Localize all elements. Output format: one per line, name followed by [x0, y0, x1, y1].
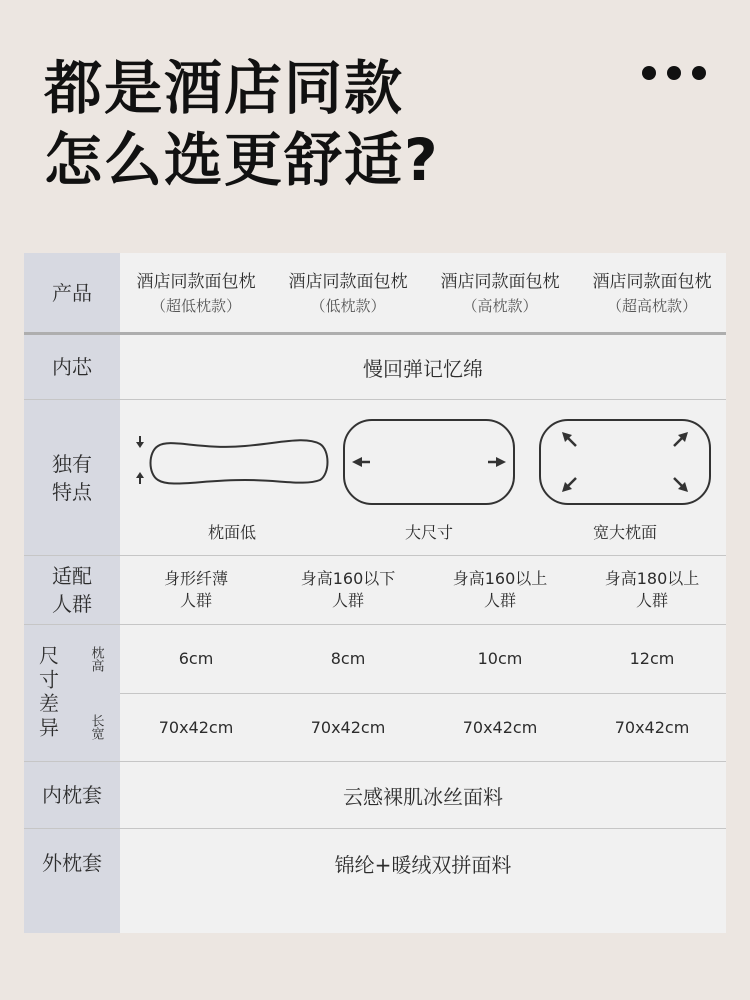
fit-cell [120, 556, 272, 624]
size-label-text: 尺寸差异 [35, 645, 60, 741]
product-row [24, 253, 726, 332]
product-sub: （低枕款） [310, 296, 386, 315]
product-name: 酒店同款面包枕 [440, 271, 560, 292]
fit-text: 身高180以上 [604, 569, 700, 588]
core-row [24, 335, 726, 399]
height-cell: 10cm [477, 649, 523, 668]
feature-row [24, 400, 726, 555]
fit-text: 身高160以上 [452, 569, 548, 588]
feature-label-line: 特点 [52, 479, 92, 504]
fit-cell [576, 556, 728, 624]
feature-caption: 大尺寸 [404, 523, 453, 542]
length-cell: 70x42cm [462, 717, 538, 737]
length-cell: 70x42cm [614, 717, 690, 737]
fit-row [24, 556, 726, 624]
core-label: 内芯 [24, 335, 120, 399]
comparison-table [24, 253, 726, 933]
height-cell: 12cm [629, 649, 675, 668]
product-name: 酒店同款面包枕 [136, 271, 256, 292]
product-name: 酒店同款面包枕 [288, 271, 408, 292]
product-cell [272, 253, 424, 332]
fit-text: 身高160以下 [300, 569, 396, 588]
core-value: 慢回弹记忆绵 [363, 356, 483, 381]
fit-text: 人群 [179, 591, 212, 610]
product-sub: （高枕款） [462, 296, 538, 315]
length-label [72, 693, 120, 761]
fit-label-line: 适配 [52, 564, 92, 588]
fit-label-line: 人群 [52, 592, 92, 616]
outer-cover-label: 外枕套 [24, 829, 120, 933]
large-size-icon [342, 418, 516, 508]
height-label [72, 625, 120, 693]
fit-text: 身形纤薄 [163, 569, 228, 588]
product-cell [424, 253, 576, 332]
page-title [44, 52, 440, 196]
product-name: 酒店同款面包枕 [592, 271, 712, 292]
more-icon[interactable] [642, 66, 706, 80]
fit-label [24, 556, 120, 624]
fit-cell [272, 556, 424, 624]
size-block [24, 625, 726, 761]
product-label: 产品 [24, 253, 120, 332]
size-label [24, 625, 72, 761]
inner-cover-row [24, 762, 726, 828]
length-label-text: 长宽 [88, 714, 104, 740]
inner-cover-label: 内枕套 [24, 762, 120, 828]
fit-text: 人群 [331, 591, 364, 610]
low-pillow-icon [130, 424, 330, 494]
height-cell: 8cm [330, 649, 366, 668]
fit-text: 人群 [635, 591, 668, 610]
length-cell: 70x42cm [158, 717, 234, 737]
dot [692, 66, 706, 80]
fit-text: 人群 [483, 591, 516, 610]
feature-label-line: 独有 [52, 451, 92, 476]
feature-caption: 枕面低 [207, 523, 256, 542]
title-line-2: 怎么选更舒适? [44, 126, 440, 194]
title-line-1: 都是酒店同款 [44, 54, 405, 122]
feature-label [24, 400, 120, 555]
feature-caption: 宽大枕面 [592, 523, 657, 542]
product-sub: （超低枕款） [150, 296, 241, 315]
product-cell [120, 253, 272, 332]
dot [667, 66, 681, 80]
product-cell [576, 253, 728, 332]
outer-cover-row [24, 829, 726, 933]
wide-surface-icon [538, 418, 712, 508]
inner-cover-value: 云感裸肌冰丝面料 [343, 784, 503, 809]
outer-cover-value: 锦纶+暖绒双拼面料 [334, 853, 512, 877]
height-label-text: 枕高 [88, 646, 104, 672]
length-cell: 70x42cm [310, 717, 386, 737]
height-cell: 6cm [178, 649, 214, 668]
product-sub: （超高枕款） [606, 296, 697, 315]
fit-cell [424, 556, 576, 624]
dot [642, 66, 656, 80]
